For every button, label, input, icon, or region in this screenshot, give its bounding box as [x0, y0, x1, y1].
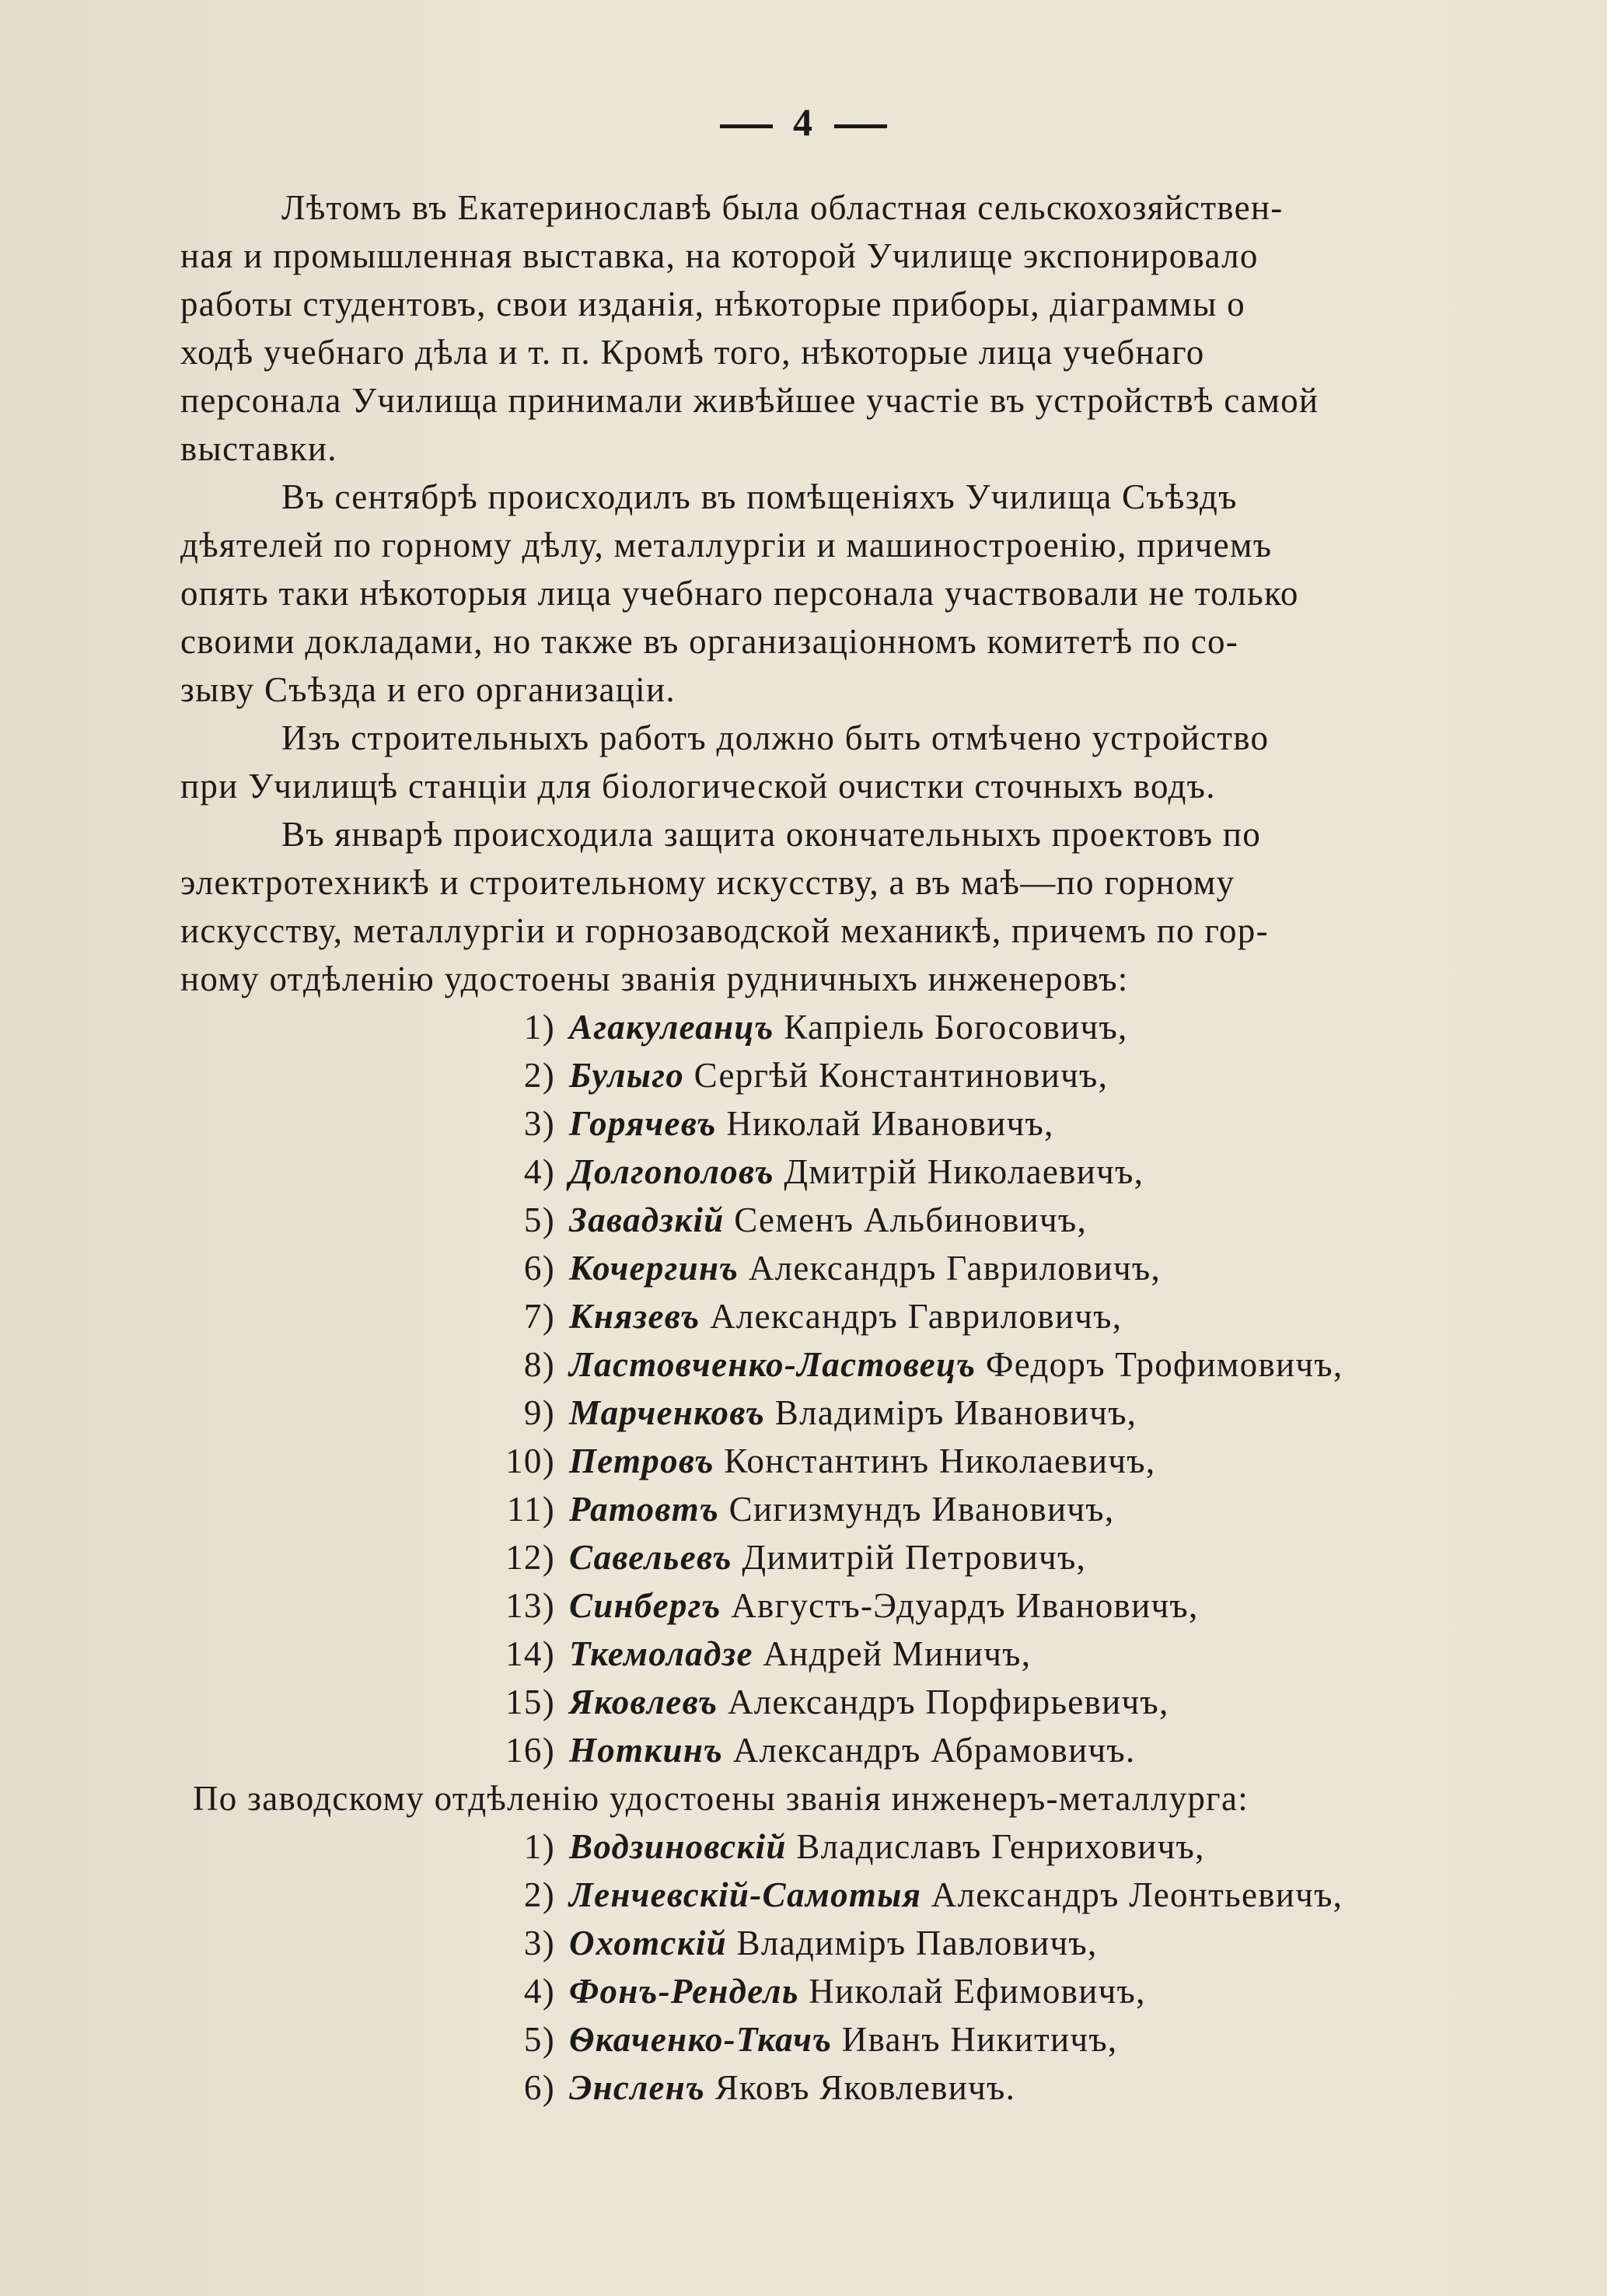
item-number: 2)	[523, 1056, 555, 1095]
surname: Ткемоладзе	[569, 1634, 753, 1673]
item-number: 4)	[523, 1972, 555, 2011]
list-item	[468, 1485, 1607, 1533]
list-item	[468, 1822, 1607, 1871]
text-line: Въ январѣ происходила защита окончательныхъ проектовъ по	[281, 815, 1262, 854]
list-item	[468, 1871, 1607, 1919]
paragraph-construction	[180, 714, 1607, 810]
text-line: Изъ строительныхъ работъ должно быть отмѣчено устройство	[281, 718, 1270, 757]
surname: Синбергъ	[569, 1586, 721, 1625]
surname: Завадзкій	[569, 1200, 725, 1239]
item-number: 14)	[505, 1634, 555, 1673]
surname: Горячевъ	[569, 1104, 717, 1143]
item-number: 1)	[523, 1008, 555, 1047]
text-line: опять таки нѣкоторыя лица учебнаго персонала участвовали не только	[180, 574, 1299, 613]
list-item	[468, 1967, 1607, 2015]
surname: Кочергинъ	[569, 1249, 739, 1288]
list-item	[468, 1919, 1607, 1967]
list-item	[468, 2064, 1607, 2112]
list-item	[468, 1148, 1607, 1196]
metallurgy-graduates-list	[180, 1822, 1607, 2112]
list-item	[468, 1630, 1607, 1678]
text-line: Въ сентябрѣ происходилъ въ помѣщеніяхъ Училища Съѣздъ	[281, 477, 1238, 516]
page-number	[0, 100, 1607, 145]
given-names: Иванъ Никитичъ,	[841, 2020, 1118, 2059]
item-number: 9)	[523, 1393, 555, 1432]
given-names: Александръ Абрамовичъ.	[732, 1731, 1136, 1770]
list-item	[468, 1099, 1607, 1148]
item-number: 4)	[523, 1152, 555, 1191]
text-line: своими докладами, но также въ организаціонномъ комитетѣ по со-	[180, 622, 1239, 661]
surname: Водзиновскій	[569, 1827, 787, 1866]
item-number: 3)	[523, 1924, 555, 1962]
item-number: 5)	[523, 1200, 555, 1239]
surname: Петровъ	[569, 1442, 714, 1480]
body-text	[180, 183, 1607, 2112]
given-names: Семенъ Альбиновичъ,	[734, 1200, 1087, 1239]
given-names: Августъ-Эдуардъ Ивановичъ,	[731, 1586, 1199, 1625]
given-names: Александръ Гавриловичъ,	[710, 1297, 1123, 1336]
item-number: 8)	[523, 1345, 555, 1384]
given-names: Яковъ Яковлевичъ.	[714, 2068, 1016, 2107]
item-number: 16)	[505, 1731, 555, 1770]
item-number: 13)	[505, 1586, 555, 1625]
list-item	[468, 1678, 1607, 1726]
given-names: Димитрій Петровичъ,	[742, 1538, 1087, 1577]
item-number: 5)	[523, 2020, 555, 2059]
item-number: 3)	[523, 1104, 555, 1143]
given-names: Константинъ Николаевичъ,	[724, 1442, 1156, 1480]
list-item	[468, 1003, 1607, 1051]
list-item	[468, 1051, 1607, 1099]
text-line: зыву Съѣзда и его организаціи.	[180, 670, 676, 709]
text-line: ному отдѣленію удостоены званія рудничныхъ инженеровъ:	[180, 959, 1129, 998]
given-names: Сергѣй Константиновичъ,	[693, 1056, 1109, 1095]
paragraph-congress	[180, 473, 1607, 714]
given-names: Владиміръ Павловичъ,	[736, 1924, 1098, 1962]
item-number: 1)	[523, 1827, 555, 1866]
item-number: 7)	[523, 1297, 555, 1336]
surname: Ленчевскій-Самотыя	[569, 1875, 922, 1914]
surname: Князевъ	[569, 1297, 700, 1336]
text-line: Лѣтомъ въ Екатеринославѣ была областная сельскохозяйствен-	[281, 188, 1284, 227]
surname: Яковлевъ	[569, 1683, 718, 1721]
list-item	[468, 1581, 1607, 1630]
given-names: Николай Ефимовичъ,	[809, 1972, 1146, 2011]
surname: Ратовтъ	[569, 1490, 720, 1529]
item-number: 15)	[505, 1683, 555, 1721]
list-item	[468, 1726, 1607, 1774]
surname: Ластовченко-Ластовецъ	[569, 1345, 976, 1384]
text-line: искусству, металлургіи и горнозаводской механикѣ, причемъ по гор-	[180, 911, 1269, 950]
text-line: при Училищѣ станціи для біологической очистки сточныхъ водъ.	[180, 767, 1216, 806]
given-names: Александръ Гавриловичъ,	[748, 1249, 1162, 1288]
surname: Агакулеанцъ	[569, 1008, 774, 1047]
paragraph-exhibition	[180, 183, 1607, 473]
text-line: ходѣ учебнаго дѣла и т. п. Кромѣ того, нѣкоторые лица учебнаго	[180, 333, 1205, 372]
given-names: Сигизмундъ Ивановичъ,	[728, 1490, 1115, 1529]
item-number: 12)	[505, 1538, 555, 1577]
item-number: 11)	[506, 1490, 555, 1529]
given-names: Капріель Богосовичъ,	[784, 1008, 1128, 1047]
surname: Савельевъ	[569, 1538, 732, 1577]
surname: Булыго	[569, 1056, 685, 1095]
given-names: Андрей Миничъ,	[763, 1634, 1032, 1673]
list-item	[468, 1292, 1607, 1340]
list-item	[468, 1437, 1607, 1485]
surname: Энсленъ	[569, 2068, 706, 2107]
given-names: Владиміръ Ивановичъ,	[774, 1393, 1137, 1432]
surname: Марченковъ	[569, 1393, 766, 1432]
item-number: 2)	[523, 1875, 555, 1914]
text-line: работы студентовъ, свои изданія, нѣкоторые приборы, діаграммы о	[180, 285, 1245, 323]
surname: Долгополовъ	[569, 1152, 774, 1191]
text-line: выставки.	[180, 429, 337, 468]
mining-graduates-list	[180, 1003, 1607, 1774]
page-number-value: 4	[793, 100, 814, 144]
metallurgy-heading: По заводскому отдѣленію удостоены званія инженеръ-металлурга:	[193, 1779, 1249, 1818]
list-item	[468, 2015, 1607, 2064]
item-number: 10)	[505, 1442, 555, 1480]
given-names: Владиславъ Генриховичъ,	[796, 1827, 1205, 1866]
surname: Ноткинъ	[569, 1731, 724, 1770]
item-number: 6)	[523, 2068, 555, 2107]
given-names: Николай Ивановичъ,	[726, 1104, 1054, 1143]
text-line: электротехникѣ и строительному искусству, а въ маѣ—по горному	[180, 863, 1235, 902]
list-item	[468, 1533, 1607, 1581]
surname: Фонъ-Рендель	[569, 1972, 799, 2011]
right-dash	[834, 124, 887, 128]
list-item	[468, 1389, 1607, 1437]
surname: Ѳкаченко-Ткачъ	[569, 2020, 833, 2059]
item-number: 6)	[523, 1249, 555, 1288]
paragraph-defense	[180, 810, 1607, 1003]
text-line: ная и промышленная выставка, на которой Училище экспонировало	[180, 236, 1259, 275]
given-names: Дмитрій Николаевичъ,	[784, 1152, 1144, 1191]
list-item	[468, 1244, 1607, 1292]
given-names: Федоръ Трофимовичъ,	[985, 1345, 1343, 1384]
list-item	[468, 1340, 1607, 1389]
given-names: Александръ Леонтьевичъ,	[931, 1875, 1343, 1914]
left-dash	[720, 124, 773, 128]
text-line: персонала Училища принимали живѣйшее участіе въ устройствѣ самой	[180, 381, 1319, 420]
text-line: дѣятелей по горному дѣлу, металлургіи и машиностроенію, причемъ	[180, 526, 1273, 564]
surname: Охотскій	[569, 1924, 727, 1962]
given-names: Александръ Порфирьевичъ,	[727, 1683, 1169, 1721]
list-item	[468, 1196, 1607, 1244]
